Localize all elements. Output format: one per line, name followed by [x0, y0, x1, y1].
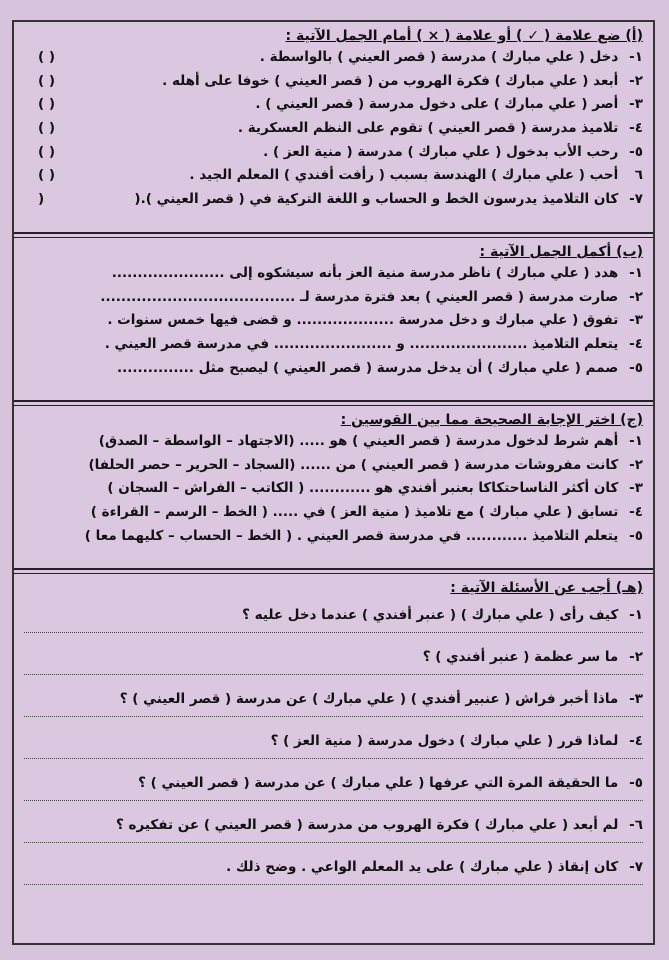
divider	[14, 568, 653, 570]
section-a-item: ٦ أحب ( علي مبارك ) الهندسة بسبب ( رأفت أفندي ) المعلم الجيد . ( )	[38, 167, 643, 184]
section-e	[14, 578, 653, 898]
section-e-item: ٤- لماذا قرر ( علي مبارك ) دخول مدرسة ( منية العز ) ؟	[270, 733, 643, 749]
section-a-item: ٢- أبعد ( علي مبارك ) فكرة الهروب من ( قصر العيني ) خوفا على أهله . ( )	[38, 72, 643, 89]
section-b-item: ٢- صارت مدرسة ( قصر العيني ) بعد فترة مدرسة لـ ......................................	[100, 288, 643, 305]
divider	[14, 232, 653, 234]
section-c-item: ٥- يتعلم التلاميذ ............ في مدرسة قصر العيني . ( الخط – الحساب – كليهما معا )	[84, 527, 643, 544]
section-c-title: (ج) اختر الإجابة الصحيحة مما بين القوسين :	[340, 412, 643, 428]
divider	[14, 400, 653, 402]
section-e-item: ٣- ماذا أخبر فراش ( عنبير أفندي ) ( علي مبارك ) عن مدرسة ( قصر العيني ) ؟	[119, 691, 643, 707]
section-a	[14, 26, 653, 212]
answer-line	[24, 758, 643, 759]
section-e-item: ٦- لم أبعد ( علي مبارك ) فكرة الهروب من مدرسة ( قصر العيني ) عن تفكيره ؟	[116, 817, 643, 833]
section-a-item: ٣- أصر ( علي مبارك ) على دخول مدرسة ( قصر العيني ) . ( )	[38, 96, 643, 113]
section-c	[14, 410, 653, 548]
answer-line	[24, 716, 643, 717]
section-a-item: ١- دخل ( علي مبارك ) مدرسة ( قصر العيني ) بالواسطة . ( )	[38, 49, 643, 65]
section-e-item: ٥- ما الحقيقة المرة التي عرفها ( علي مبارك ) عن مدرسة ( قصر العيني ) ؟	[138, 775, 643, 791]
section-e-item: ٧- كان إنقاذ ( علي مبارك ) على يد المعلم الواعي . وضح ذلك .	[226, 859, 643, 875]
worksheet-page	[12, 20, 655, 945]
section-a-item: ٥- رحب الأب بدخول ( علي مبارك ) مدرسة ( منية العز ) . ( )	[38, 143, 643, 160]
section-b-item: ٥- صمم ( علي مبارك ) أن يدخل مدرسة ( قصر العيني ) ليصبح مثل ...............	[116, 359, 643, 376]
section-c-item: ٤- تسابق ( علي مبارك ) مع تلاميذ ( منية العز ) في ..... ( الخط – الرسم – القراءة )	[90, 504, 643, 521]
section-b-item: ٤- يتعلم التلاميذ ....................... و ....................... في مدرسة قصر العيني .	[104, 336, 643, 353]
answer-line	[24, 842, 643, 843]
section-c-item: ١- أهم شرط لدخول مدرسة ( قصر العيني ) هو ..... (الاجتهاد – الواسطة – الصدق)	[98, 433, 643, 449]
section-b-item: ٣- تفوق ( علي مبارك و دخل مدرسة ................... و قضى فيها خمس سنوات .	[107, 312, 643, 329]
answer-line	[24, 674, 643, 675]
answer-line	[24, 884, 643, 885]
section-a-item: ٤- تلاميذ مدرسة ( قصر العيني ) تقوم على النظم العسكرية . ( )	[38, 120, 643, 137]
section-a-title: (أ) ضع علامة ( ✓ ) أو علامة ( × ) أمام الجمل الآتية :	[285, 28, 643, 44]
section-e-title: (هـ) أجب عن الأسئلة الآتية :	[450, 580, 643, 596]
section-c-item: ٣- كان أكثر الناساحتكاكا بعنبر أفندي هو ............ ( الكاتب – الفراش – السجان )	[107, 480, 643, 497]
section-b-item: ١- هدد ( علي مبارك ) ناظر مدرسة منية العز بأنه سيشكوه إلى ......................	[111, 265, 643, 281]
section-c-item: ٢- كانت مفروشات مدرسة ( قصر العيني ) من ...... (السجاد – الحرير – حصر الحلفا)	[88, 456, 643, 473]
section-b	[14, 242, 653, 380]
section-a-item: ٧- كان التلاميذ يدرسون الخط و الحساب و اللغة التركية في ( قصر العيني ).( )	[38, 191, 643, 208]
answer-line	[24, 632, 643, 633]
section-e-item: ٢- ما سر عظمة ( عنبر أفندي ) ؟	[422, 649, 643, 665]
section-e-item: ١- كيف رأى ( علي مبارك ) ( عنبر أفندي ) عندما دخل عليه ؟	[242, 607, 643, 623]
section-b-title: (ب) أكمل الجمل الآتية :	[479, 244, 643, 260]
answer-line	[24, 800, 643, 801]
